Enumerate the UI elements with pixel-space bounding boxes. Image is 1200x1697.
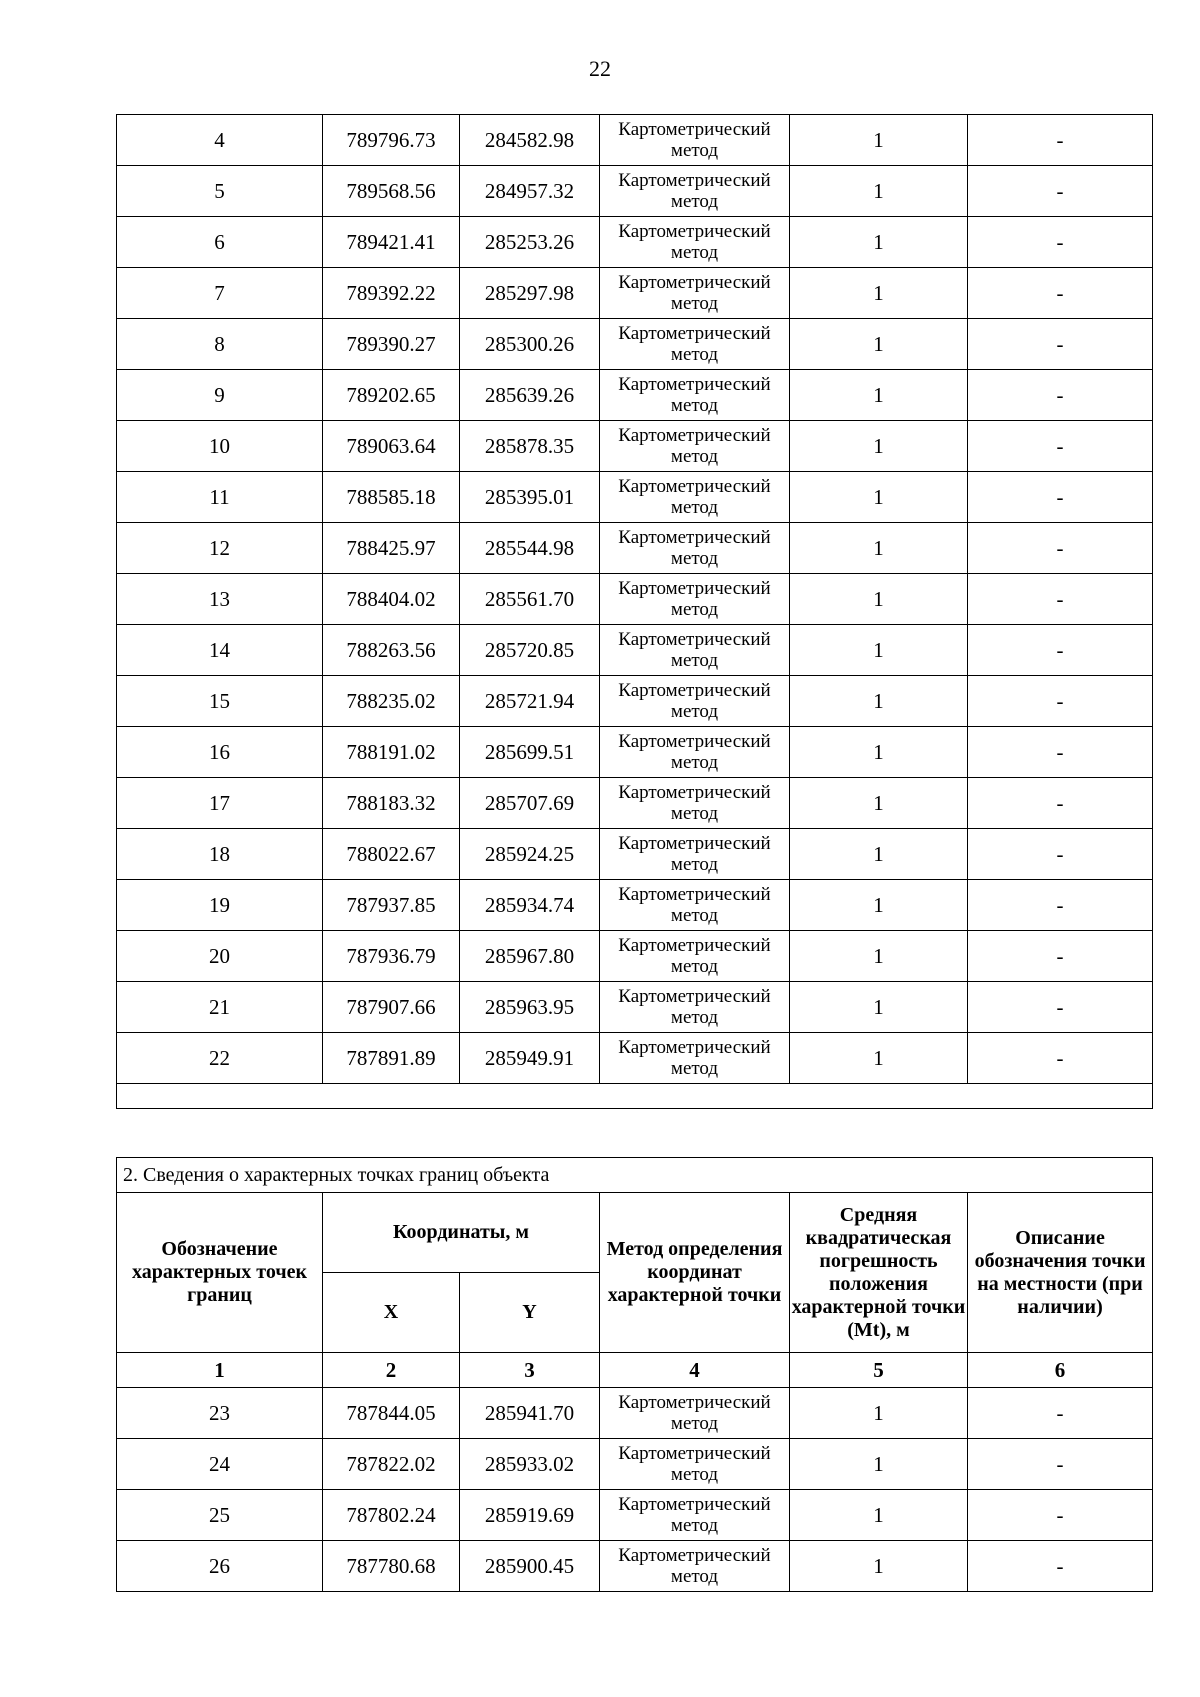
cell-y: 285699.51 — [460, 727, 600, 778]
cell-point: 20 — [117, 931, 323, 982]
cell-description: - — [968, 778, 1153, 829]
cell-point: 9 — [117, 370, 323, 421]
cell-point: 19 — [117, 880, 323, 931]
cell-y: 285949.91 — [460, 1033, 600, 1084]
cell-point: 10 — [117, 421, 323, 472]
cell-y: 285933.02 — [460, 1439, 600, 1490]
cell-description: - — [968, 1388, 1153, 1439]
cell-description: - — [968, 472, 1153, 523]
cell-y: 285924.25 — [460, 829, 600, 880]
table-row — [117, 574, 1153, 625]
cell-y: 285300.26 — [460, 319, 600, 370]
table-row — [117, 1033, 1153, 1084]
cell-x: 788404.02 — [323, 574, 460, 625]
column-number: 1 — [117, 1353, 323, 1388]
cell-x: 787802.24 — [323, 1490, 460, 1541]
cell-description: - — [968, 523, 1153, 574]
cell-point: 13 — [117, 574, 323, 625]
cell-mean-error: 1 — [790, 319, 968, 370]
cell-x: 788183.32 — [323, 778, 460, 829]
cell-description: - — [968, 421, 1153, 472]
cell-method: Картометрический метод — [600, 319, 790, 370]
cell-x: 789796.73 — [323, 115, 460, 166]
cell-description: - — [968, 1490, 1153, 1541]
table-row — [117, 778, 1153, 829]
table-row — [117, 982, 1153, 1033]
cell-point: 23 — [117, 1388, 323, 1439]
cell-x: 787822.02 — [323, 1439, 460, 1490]
cell-mean-error: 1 — [790, 625, 968, 676]
header-y: Y — [460, 1273, 600, 1353]
cell-x: 789568.56 — [323, 166, 460, 217]
cell-method: Картометрический метод — [600, 574, 790, 625]
cell-x: 789390.27 — [323, 319, 460, 370]
cell-method: Картометрический метод — [600, 1490, 790, 1541]
cell-description: - — [968, 727, 1153, 778]
cell-method: Картометрический метод — [600, 217, 790, 268]
table-row — [117, 217, 1153, 268]
cell-method: Картометрический метод — [600, 115, 790, 166]
cell-description: - — [968, 166, 1153, 217]
cell-method: Картометрический метод — [600, 1388, 790, 1439]
cell-mean-error: 1 — [790, 676, 968, 727]
table-row — [117, 370, 1153, 421]
cell-description: - — [968, 1033, 1153, 1084]
cell-method: Картометрический метод — [600, 1033, 790, 1084]
cell-x: 787891.89 — [323, 1033, 460, 1084]
cell-y: 285967.80 — [460, 931, 600, 982]
cell-point: 5 — [117, 166, 323, 217]
cell-mean-error: 1 — [790, 268, 968, 319]
cell-y: 285297.98 — [460, 268, 600, 319]
header-x: X — [323, 1273, 460, 1353]
cell-point: 8 — [117, 319, 323, 370]
header-coordinates: Координаты, м — [323, 1193, 600, 1273]
table-row — [117, 1490, 1153, 1541]
cell-mean-error: 1 — [790, 1388, 968, 1439]
cell-mean-error: 1 — [790, 472, 968, 523]
cell-method: Картометрический метод — [600, 166, 790, 217]
cell-mean-error: 1 — [790, 421, 968, 472]
cell-mean-error: 1 — [790, 1033, 968, 1084]
table-row — [117, 880, 1153, 931]
table-row — [117, 319, 1153, 370]
cell-x: 787936.79 — [323, 931, 460, 982]
cell-y: 285395.01 — [460, 472, 600, 523]
cell-point: 15 — [117, 676, 323, 727]
cell-point: 12 — [117, 523, 323, 574]
cell-description: - — [968, 217, 1153, 268]
cell-mean-error: 1 — [790, 115, 968, 166]
table-row — [117, 676, 1153, 727]
cell-point: 25 — [117, 1490, 323, 1541]
cell-x: 787780.68 — [323, 1541, 460, 1592]
boundary-points-table — [116, 1157, 1153, 1592]
cell-point: 7 — [117, 268, 323, 319]
cell-y: 285707.69 — [460, 778, 600, 829]
table-row — [117, 523, 1153, 574]
cell-y: 285941.70 — [460, 1388, 600, 1439]
column-numbers-row — [117, 1353, 1153, 1388]
cell-mean-error: 1 — [790, 727, 968, 778]
header-row — [117, 1193, 1153, 1273]
cell-y: 285721.94 — [460, 676, 600, 727]
cell-mean-error: 1 — [790, 829, 968, 880]
cell-method: Картометрический метод — [600, 727, 790, 778]
cell-description: - — [968, 676, 1153, 727]
column-number: 2 — [323, 1353, 460, 1388]
cell-mean-error: 1 — [790, 574, 968, 625]
cell-point: 22 — [117, 1033, 323, 1084]
cell-description: - — [968, 880, 1153, 931]
cell-y: 285720.85 — [460, 625, 600, 676]
cell-method: Картометрический метод — [600, 370, 790, 421]
column-number: 6 — [968, 1353, 1153, 1388]
cell-x: 787907.66 — [323, 982, 460, 1033]
cell-mean-error: 1 — [790, 370, 968, 421]
cell-description: - — [968, 829, 1153, 880]
cell-description: - — [968, 1541, 1153, 1592]
cell-x: 788022.67 — [323, 829, 460, 880]
cell-mean-error: 1 — [790, 778, 968, 829]
table-row — [117, 472, 1153, 523]
cell-x: 787937.85 — [323, 880, 460, 931]
cell-mean-error: 1 — [790, 1541, 968, 1592]
cell-method: Картометрический метод — [600, 1439, 790, 1490]
cell-point: 16 — [117, 727, 323, 778]
column-number: 5 — [790, 1353, 968, 1388]
table-caption: 2. Сведения о характерных точках границ объекта — [117, 1158, 1153, 1193]
coordinates-table-continued — [116, 114, 1153, 1109]
cell-description: - — [968, 931, 1153, 982]
cell-x: 789202.65 — [323, 370, 460, 421]
cell-method: Картометрический метод — [600, 676, 790, 727]
cell-point: 24 — [117, 1439, 323, 1490]
table-row — [117, 829, 1153, 880]
table-row — [117, 115, 1153, 166]
cell-x: 787844.05 — [323, 1388, 460, 1439]
cell-x: 789421.41 — [323, 217, 460, 268]
cell-mean-error: 1 — [790, 523, 968, 574]
cell-method: Картометрический метод — [600, 421, 790, 472]
cell-y: 284957.32 — [460, 166, 600, 217]
cell-description: - — [968, 268, 1153, 319]
cell-y: 285253.26 — [460, 217, 600, 268]
cell-point: 6 — [117, 217, 323, 268]
header-method: Метод определения координат характерной точки — [600, 1193, 790, 1353]
cell-mean-error: 1 — [790, 1490, 968, 1541]
cell-method: Картометрический метод — [600, 268, 790, 319]
cell-method: Картометрический метод — [600, 829, 790, 880]
cell-mean-error: 1 — [790, 880, 968, 931]
cell-y: 285934.74 — [460, 880, 600, 931]
cell-point: 26 — [117, 1541, 323, 1592]
cell-mean-error: 1 — [790, 982, 968, 1033]
cell-mean-error: 1 — [790, 931, 968, 982]
cell-x: 788191.02 — [323, 727, 460, 778]
cell-y: 285963.95 — [460, 982, 600, 1033]
cell-description: - — [968, 319, 1153, 370]
cell-point: 11 — [117, 472, 323, 523]
cell-mean-error: 1 — [790, 1439, 968, 1490]
cell-point: 21 — [117, 982, 323, 1033]
cell-description: - — [968, 574, 1153, 625]
table-caption-row — [117, 1158, 1153, 1193]
column-number: 4 — [600, 1353, 790, 1388]
cell-description: - — [968, 982, 1153, 1033]
cell-method: Картометрический метод — [600, 880, 790, 931]
cell-description: - — [968, 625, 1153, 676]
cell-y: 285544.98 — [460, 523, 600, 574]
page-number: 22 — [589, 56, 611, 81]
cell-mean-error: 1 — [790, 166, 968, 217]
cell-x: 788235.02 — [323, 676, 460, 727]
table-row — [117, 1439, 1153, 1490]
cell-x: 788425.97 — [323, 523, 460, 574]
cell-y: 284582.98 — [460, 115, 600, 166]
cell-y: 285639.26 — [460, 370, 600, 421]
cell-x: 788585.18 — [323, 472, 460, 523]
column-number: 3 — [460, 1353, 600, 1388]
cell-method: Картометрический метод — [600, 523, 790, 574]
header-point-designation: Обозначение характерных точек границ — [117, 1193, 323, 1353]
cell-x: 789063.64 — [323, 421, 460, 472]
empty-row — [117, 1084, 1153, 1109]
table-row — [117, 268, 1153, 319]
cell-point: 18 — [117, 829, 323, 880]
cell-point: 14 — [117, 625, 323, 676]
header-description: Описание обозначения точки на местности (при наличии) — [968, 1193, 1153, 1353]
cell-y: 285878.35 — [460, 421, 600, 472]
cell-mean-error: 1 — [790, 217, 968, 268]
cell-description: - — [968, 1439, 1153, 1490]
cell-method: Картометрический метод — [600, 778, 790, 829]
cell-description: - — [968, 115, 1153, 166]
cell-y: 285900.45 — [460, 1541, 600, 1592]
cell-method: Картометрический метод — [600, 472, 790, 523]
table-row — [117, 1388, 1153, 1439]
cell-point: 4 — [117, 115, 323, 166]
header-mean-error: Средняя квадратическая погрешность положения характерной точки (Mt), м — [790, 1193, 968, 1353]
cell-y: 285561.70 — [460, 574, 600, 625]
cell-x: 789392.22 — [323, 268, 460, 319]
table-row — [117, 727, 1153, 778]
table-row — [117, 421, 1153, 472]
cell-method: Картометрический метод — [600, 1541, 790, 1592]
empty-cell — [117, 1084, 1153, 1109]
cell-method: Картометрический метод — [600, 982, 790, 1033]
cell-x: 788263.56 — [323, 625, 460, 676]
table-row — [117, 166, 1153, 217]
cell-description: - — [968, 370, 1153, 421]
cell-y: 285919.69 — [460, 1490, 600, 1541]
cell-point: 17 — [117, 778, 323, 829]
table-row — [117, 1541, 1153, 1592]
table-row — [117, 931, 1153, 982]
cell-method: Картометрический метод — [600, 931, 790, 982]
cell-method: Картометрический метод — [600, 625, 790, 676]
table-row — [117, 625, 1153, 676]
